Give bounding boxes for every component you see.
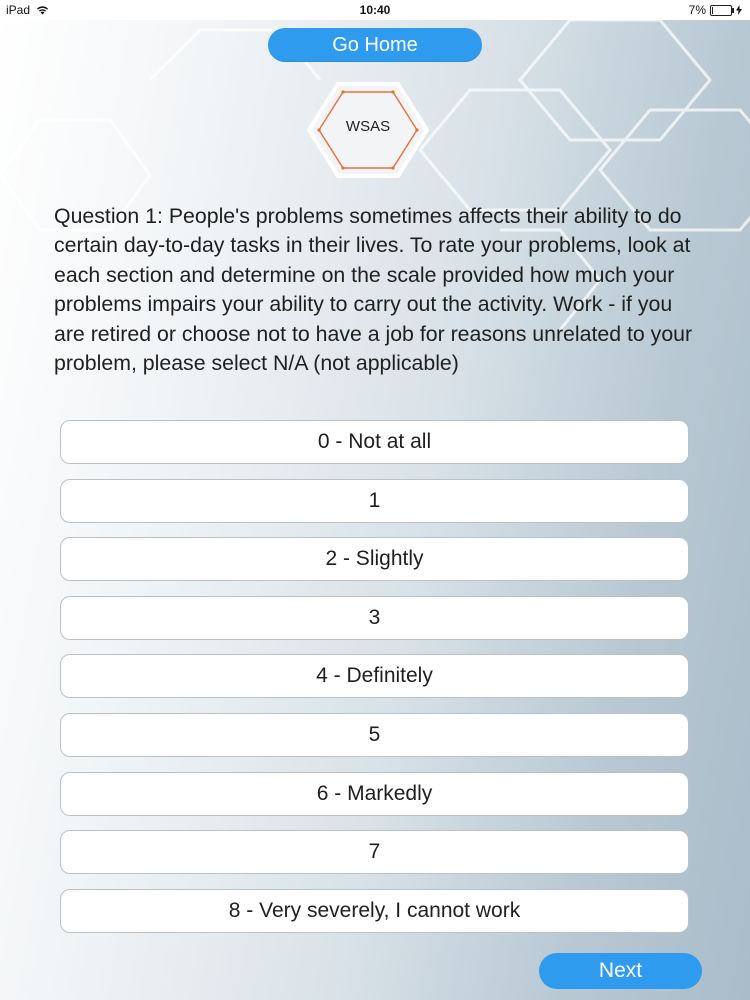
option-6-button[interactable]: 6 - Markedly xyxy=(60,772,689,816)
battery-fill xyxy=(712,7,713,14)
option-4-button[interactable]: 4 - Definitely xyxy=(60,654,689,698)
option-8-button[interactable]: 8 - Very severely, I cannot work xyxy=(60,889,689,933)
option-0-button[interactable]: 0 - Not at all xyxy=(60,420,689,464)
next-button[interactable]: Next xyxy=(539,953,702,989)
device-label: iPad xyxy=(6,3,31,17)
logo-text: WSAS xyxy=(345,118,391,135)
option-1-button[interactable]: 1 xyxy=(60,479,689,523)
option-5-button[interactable]: 5 xyxy=(60,713,689,757)
status-time: 10:40 xyxy=(359,3,391,17)
battery-icon xyxy=(710,5,732,16)
option-3-button[interactable]: 3 xyxy=(60,596,689,640)
option-7-button[interactable]: 7 xyxy=(60,830,689,874)
charging-bolt-icon xyxy=(736,5,742,15)
battery-percent: 7% xyxy=(688,3,706,17)
status-bar xyxy=(0,0,750,20)
question-text: Question 1: People's problems sometimes affects their ability to do certain day-to-day tasks in their lives. To rate your problems, look at each section and determine on the scale provided how much your problems impairs your ability to carry out the activity. Work - if you are retired or choose not to have a job for reasons unrelated to your problem, please select N/A (not applicable) xyxy=(54,204,693,376)
status-right xyxy=(689,3,742,17)
go-home-button[interactable]: Go Home xyxy=(268,28,482,62)
option-2-button[interactable]: 2 - Slightly xyxy=(60,537,689,581)
